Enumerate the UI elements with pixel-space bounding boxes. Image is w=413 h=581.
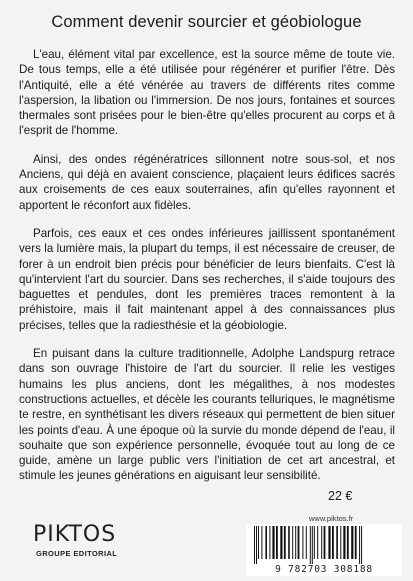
paragraph: En puisant dans la culture traditionnelle, Adolphe Landspurg retrace dans son ouvrage l'histoire de l'art du sourcier. Il relie les vestiges humains les plus anciens, dont les mégalithes, à nos modestes constructions actuelles, et décèle les courants telluriques, le magnétisme te restre, en synthétisant les divers réseaux qui permettent de bien situer les points d'eau. À une époque où la survie du monde dépend de l'eau, il souhaite que son expérience personnelle, évoquée tout au long de ce guide, amène un large public vers l'initiation de cet art ancestral, et stimule les jeunes générations en aiguisant leur sensibilité. (19, 347, 395, 483)
price-label: 22 € (328, 489, 353, 503)
publisher-website: www.piktos.fr (309, 514, 354, 523)
publisher-logo (33, 522, 123, 572)
book-title: Comment devenir sourcier et géobiologue (51, 13, 362, 31)
barcode-number: 9 782703 308188 (275, 564, 373, 575)
paragraph: Ainsi, des ondes régénératrices sillonnent notre sous-sol, et nos Anciens, qui déjà en avaient conscience, plaçaient leurs édifices sacrés aux croisements de ces eaux souterraines, afin qu'elles rayonnent et apportent le réconfort aux fidèles. (19, 152, 395, 212)
isbn-barcode (246, 524, 402, 576)
publisher-subtitle: GROUPE EDITORIAL (36, 549, 118, 558)
back-cover-text (19, 47, 395, 497)
paragraph: Parfois, ces eaux et ces ondes inférieures jaillissent spontanément vers la lumière mais, la plupart du temps, il est nécessaire de creuser, de forer à un endroit bien précis pour bénéficier de leurs bienfaits. C'est là qu'intervient l'art du sourcier. Dans ses recherches, il s'aide toujours des baguettes et pendules, dont les premières traces remontent à la préhistoire, mais il fait maintenant appel à des connaissances plus précises, telles que la radiesthésie et la géobiologie. (19, 226, 395, 332)
paragraph: L'eau, élément vital par excellence, est la source même de toute vie. De tous temps, elle a été utilisée pour régénérer et purifier l'être. Dès l'Antiquité, elle a été vénérée au travers de différents rites comme l'aspersion, la libation ou l'immersion. De nos jours, fontaines et sources thermales sont prisées pour le bien-être qu'elles procurent au corps et à l'esprit de l'homme. (19, 48, 395, 138)
publisher-name: PIKTOS (33, 522, 117, 547)
barcode-bars (252, 526, 396, 564)
